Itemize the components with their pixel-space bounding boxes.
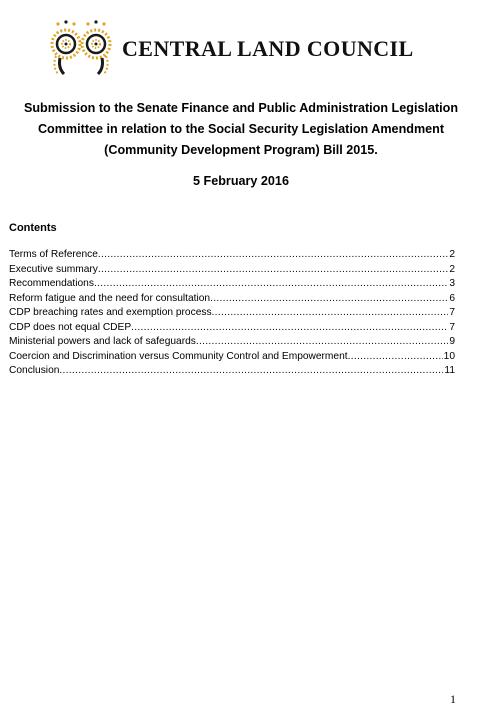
toc-dot-leader: [98, 264, 448, 275]
toc-dot-leader: [131, 322, 448, 333]
toc-dot-leader: [212, 307, 449, 318]
toc-dot-leader: [210, 293, 448, 304]
toc-entry[interactable]: [9, 307, 455, 322]
document-title: Submission to the Senate Finance and Public Administration Legislation Committee in relation to the Social Security Legislation Amendment (Community Development Program) Bill 2015.: [23, 101, 459, 157]
document-date: 5 February 2016: [193, 174, 289, 188]
toc-entry-page: 7: [449, 307, 455, 318]
toc-entry-page: 11: [444, 365, 455, 376]
toc-entry[interactable]: [9, 293, 455, 308]
toc-entry[interactable]: [9, 351, 455, 366]
toc-entry[interactable]: [9, 336, 455, 351]
toc-dot-leader: [196, 336, 448, 347]
contents-heading: Contents: [9, 222, 57, 234]
toc-entry-label: Terms of Reference: [9, 249, 98, 260]
table-of-contents: [9, 249, 455, 380]
toc-entry-page: 10: [443, 350, 455, 362]
header: [48, 18, 448, 78]
toc-entry[interactable]: [9, 264, 455, 279]
toc-entry[interactable]: [9, 278, 455, 293]
toc-entry-label: Coercion and Discrimination versus Community Control and Empowerment: [9, 350, 348, 362]
page-number: 1: [450, 692, 456, 706]
toc-entry[interactable]: [9, 365, 455, 380]
toc-entry-page: 3: [449, 278, 455, 289]
toc-entry[interactable]: [9, 322, 455, 337]
toc-entry-page: 7: [449, 321, 455, 333]
toc-entry-page: 9: [449, 336, 455, 347]
toc-entry-label: Conclusion: [9, 365, 60, 376]
toc-entry[interactable]: [9, 249, 455, 264]
toc-entry-label: CDP breaching rates and exemption process: [9, 307, 212, 318]
toc-entry-page: 6: [449, 292, 455, 304]
toc-entry-label: Executive summary: [9, 263, 98, 275]
toc-entry-label: Ministerial powers and lack of safeguards: [9, 336, 196, 347]
toc-dot-leader: [59, 365, 443, 376]
org-name: CENTRAL LAND COUNCIL: [122, 36, 414, 61]
toc-entry-label: Recommendations: [9, 278, 94, 289]
toc-dot-leader: [94, 278, 448, 289]
toc-entry-page: 2: [449, 263, 455, 275]
toc-entry-label: CDP does not equal CDEP: [9, 321, 132, 333]
toc-dot-leader: [348, 351, 443, 362]
toc-dot-leader: [98, 249, 448, 260]
toc-entry-label: Reform fatigue and the need for consultation: [9, 292, 211, 304]
aboriginal-dot-art-logo-icon: [48, 18, 116, 78]
toc-entry-page: 2: [449, 249, 455, 260]
